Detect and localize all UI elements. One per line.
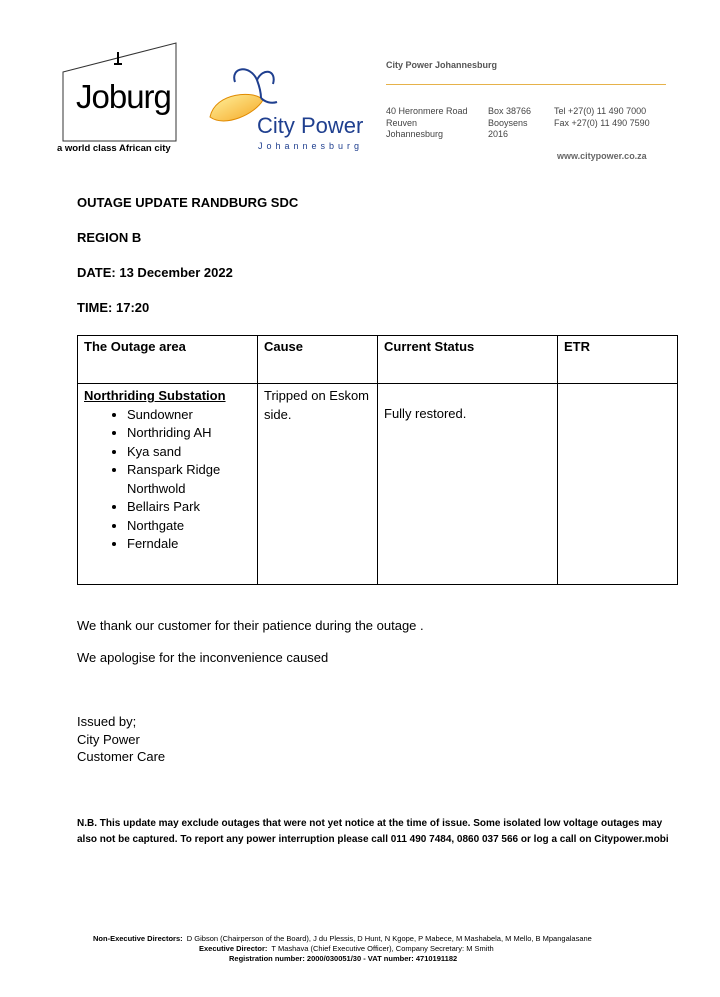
date-label: DATE: 13 December 2022 [77, 265, 233, 280]
address-block [386, 106, 468, 141]
ned-label: Non-Executive Directors: [93, 934, 183, 943]
time-label: TIME: 17:20 [77, 300, 150, 315]
region-label: REGION B [77, 230, 142, 245]
footer-registration: Registration number: 2000/030051/30 - VAT number: 4710191182 [229, 954, 458, 963]
status-cell [378, 384, 558, 585]
area-list [84, 406, 251, 554]
tel-line: Tel +27(0) 11 490 7000 [554, 106, 647, 116]
list-item: • Bellairs Park [127, 498, 251, 517]
issued-org: City Power [77, 731, 140, 747]
table-row [78, 384, 678, 585]
update-title: OUTAGE UPDATE RANDBURG SDC [77, 195, 299, 210]
letterhead-divider [386, 84, 666, 85]
exec-names: T Mashava (Chief Executive Officer), Company Secretary: M Smith [271, 944, 494, 953]
city-power-brand-name: City Power [257, 113, 364, 138]
cause-cell: Tripped on Eskom side. [258, 384, 378, 585]
website-link[interactable]: www.citypower.co.za [557, 151, 647, 161]
nb-notice: N.B. This update may exclude outages that were not yet notice at the time of issue. Some isolated low voltage outages may also not be captured. To report any power interruption please call 011 490 7484, 0860 037 566 or log a call on Citypower.mobi [77, 818, 669, 845]
thanks-message: We thank our customer for their patience during the outage . [77, 618, 424, 633]
issued-dept: Customer Care [77, 749, 166, 764]
apology-message: We apologise for the inconvenience caused [77, 650, 329, 665]
table-header-row [78, 336, 678, 384]
ned-names: D Gibson (Chairperson of the Board), J du Plessis, D Hunt, N Kgope, P Mabece, M Mashabela, M Mello, B Mpangalasane [186, 934, 592, 943]
company-name: City Power Johannesburg [386, 60, 498, 70]
outage-area-cell [78, 384, 258, 585]
outage-table [77, 335, 678, 585]
issued-label: Issued by; [77, 714, 137, 729]
address-line: Johannesburg [386, 129, 444, 139]
footer-ned [93, 934, 592, 945]
substation-name: Northriding Substation [84, 388, 226, 403]
contact-block [554, 106, 650, 129]
etr-cell [558, 384, 678, 585]
joburg-logo-text: Joburg [76, 78, 171, 115]
list-item: • Ferndale [127, 535, 251, 554]
footer-exec [199, 944, 494, 955]
header-cause: Cause [258, 336, 378, 384]
list-item: • Ranspark Ridge Northwold [127, 461, 251, 498]
address-line: 40 Heronmere Road [386, 106, 468, 116]
header-outage-area: The Outage area [78, 336, 258, 384]
fax-line: Fax +27(0) 11 490 7590 [554, 117, 650, 128]
list-item: • Kya sand [127, 443, 251, 462]
header-current-status: Current Status [378, 336, 558, 384]
box-line: Box 38766 [488, 106, 532, 116]
list-item: • Northgate [127, 517, 251, 536]
box-line: Booysens [488, 117, 528, 128]
exec-label: Executive Director: [199, 944, 268, 953]
list-item: • Sundowner [127, 406, 251, 425]
header-etr: ETR [558, 336, 678, 384]
list-item: • Northriding AH [127, 424, 251, 443]
postal-box-block [488, 106, 531, 141]
joburg-tagline: a world class African city [57, 143, 171, 154]
issued-by-block [77, 713, 165, 766]
status-text: Fully restored. [384, 406, 467, 421]
box-line: 2016 [488, 129, 509, 139]
city-power-brand-sub: Johannesburg [258, 141, 364, 151]
address-line: Reuven [386, 117, 418, 128]
